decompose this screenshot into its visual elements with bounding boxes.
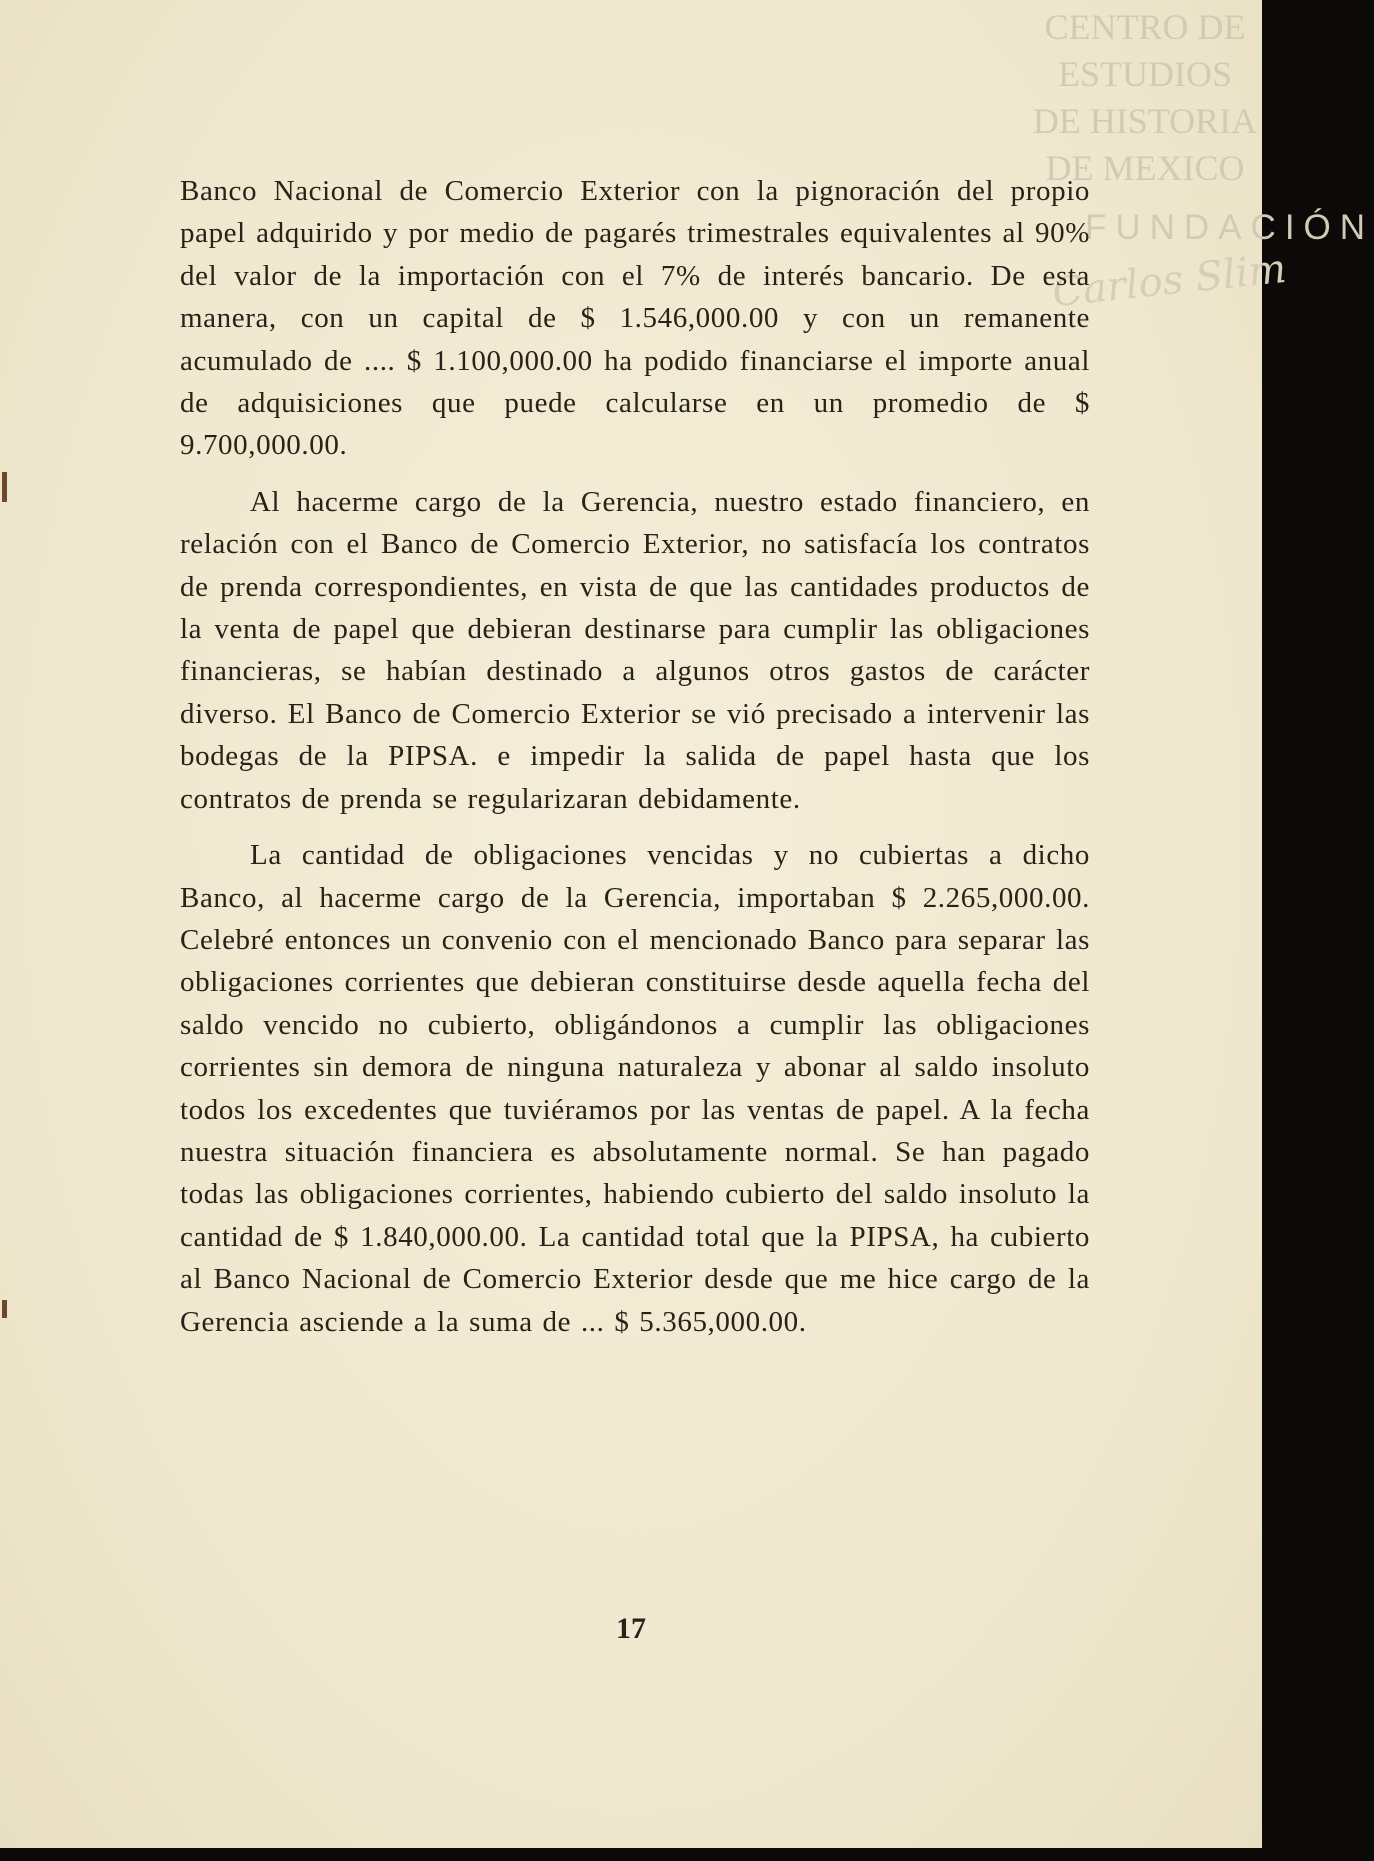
body-text [180, 170, 1090, 1343]
watermark-line-4: DE MEXICO [1045, 148, 1245, 188]
paragraph-3: La cantidad de obligaciones vencidas y no cubiertas a dicho Banco, al hacerme cargo de la Gerencia, importaban $ 2.265,000.00. Celebré entonces un convenio con el mencionado Banco para separar las obligaciones corrientes que debieran constituirse desde aquella fecha del saldo vencido no cubierto, obligándonos a cumplir las obligaciones corrientes sin demora de ninguna naturaleza y abonar al saldo insoluto todos los excedentes que tuviéramos por las ventas de papel. A la fecha nuestra situación financiera es absolutamente normal. Se han pagado todas las obligaciones corrientes, habiendo cubierto del saldo insoluto la cantidad de $ 1.840,000.00. La cantidad total que la PIPSA, ha cubierto al Banco Nacional de Comercio Exterior desde que me hice cargo de la Gerencia asciende a la suma de ... $ 5.365,000.00. [180, 839, 1090, 1338]
page-number: 17 [616, 1612, 646, 1645]
watermark-line-3: DE HISTORIA [1032, 101, 1258, 141]
watermark-line-1: CENTRO DE [1044, 7, 1246, 47]
paragraph-1: Banco Nacional de Comercio Exterior con la pignoración del propio papel adquirido y por medio de pagarés trimestrales equivalentes al 90% del valor de la importación con el 7% de interés bancario. De esta manera, con un capital de $ 1.546,000.00 y con un remanente acumulado de .... $ 1.100,000.00 ha podido financiarse el importe anual de adquisiciones que puede calcularse en un promedio de $ 9.700,000.00. [180, 175, 1090, 462]
page-edge-mark [2, 472, 7, 502]
archive-watermark [1015, 4, 1275, 192]
page-edge-mark [2, 1300, 7, 1318]
watermark-signature: Carlos Slim [1050, 245, 1289, 317]
watermark-line-2: ESTUDIOS [1057, 54, 1232, 94]
paragraph-2: Al hacerme cargo de la Gerencia, nuestro estado financiero, en relación con el Banco de Comercio Exterior, no satisfacía los contratos de prenda correspondientes, en vista de que las cantidades productos de la venta de papel que debieran destinarse para cumplir las obligaciones financieras, se habían destinado a algunos otros gastos de carácter diverso. El Banco de Comercio Exterior se vió precisado a intervenir las bodegas de la PIPSA. e impedir la salida de papel hasta que los contratos de prenda se regularizaran debidamente. [180, 485, 1090, 815]
watermark-fundacion: FUNDACIÓN [1085, 208, 1374, 247]
